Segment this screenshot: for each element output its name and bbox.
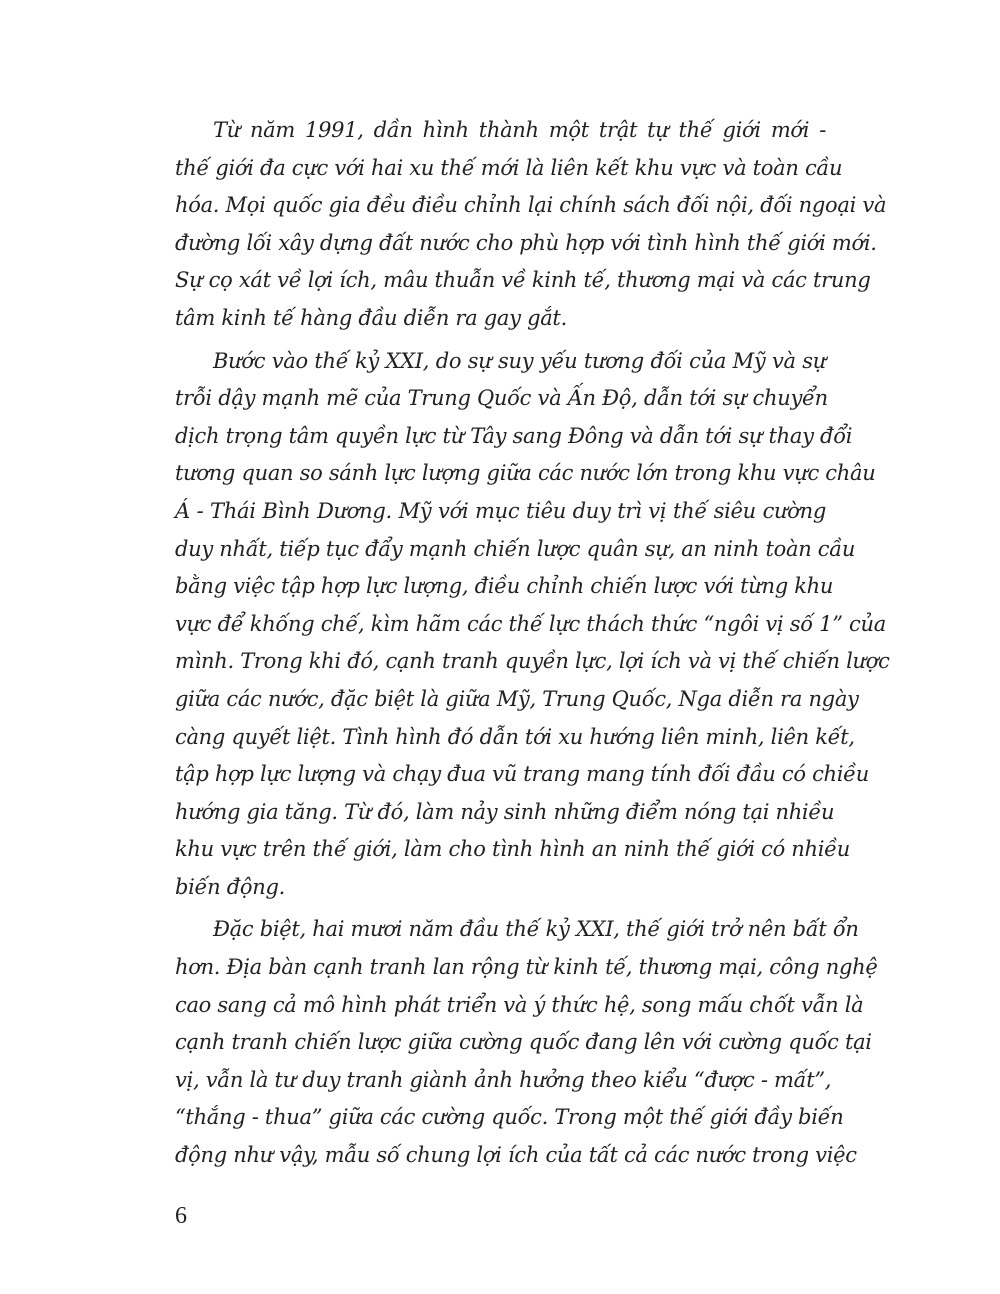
text-line: dịch trọng tâm quyền lực từ Tây sang Đông và dẫn tới sự thay đổi <box>175 423 853 448</box>
text-line: tương quan so sánh lực lượng giữa các nước lớn trong khu vực châu <box>175 461 876 486</box>
text-line: khu vực trên thế giới, làm cho tình hình an ninh thế giới có nhiều <box>175 837 851 862</box>
text-line: vực để khống chế, kìm hãm các thế lực thách thức “ngôi vị số 1” của <box>175 611 886 636</box>
text-line: tập hợp lực lượng và chạy đua vũ trang mang tính đối đầu có chiều <box>175 762 870 787</box>
text-line: bằng việc tập hợp lực lượng, điều chỉnh chiến lược với từng khu <box>175 574 834 599</box>
text-line: Sự cọ xát về lợi ích, mâu thuẫn về kinh tế, thương mại và các trung <box>175 268 871 293</box>
paragraph <box>175 343 890 907</box>
text-line: càng quyết liệt. Tình hình đó dẫn tới xu hướng liên minh, liên kết, <box>175 724 855 749</box>
text-line: hóa. Mọi quốc gia đều điều chỉnh lại chính sách đối nội, đối ngoại và <box>175 193 887 218</box>
page-number: 6 <box>175 1203 187 1229</box>
text-line: hơn. Địa bàn cạnh tranh lan rộng từ kinh tế, thương mại, công nghệ <box>175 955 878 980</box>
text-line: thế giới đa cực với hai xu thế mới là liên kết khu vực và toàn cầu <box>175 155 843 180</box>
text-line: vị, vẫn là tư duy tranh giành ảnh hưởng theo kiểu “được - mất”, <box>175 1067 832 1092</box>
text-line: giữa các nước, đặc biệt là giữa Mỹ, Trung Quốc, Nga diễn ra ngày <box>175 686 859 711</box>
text-line: đường lối xây dựng đất nước cho phù hợp với tình hình thế giới mới. <box>175 230 877 255</box>
text-line: Đặc biệt, hai mươi năm đầu thế kỷ XXI, thế giới trở nên bất ổn <box>213 917 859 942</box>
text-line: động như vậy, mẫu số chung lợi ích của tất cả các nước trong việc <box>175 1143 857 1168</box>
text-line: trỗi dậy mạnh mẽ của Trung Quốc và Ấn Độ, dẫn tới sự chuyển <box>175 386 828 411</box>
paragraph <box>175 911 878 1174</box>
text-line: tâm kinh tế hàng đầu diễn ra gay gắt. <box>175 305 567 330</box>
text-line: duy nhất, tiếp tục đẩy mạnh chiến lược quân sự, an ninh toàn cầu <box>175 536 856 561</box>
page-body <box>175 112 890 1180</box>
text-line: cạnh tranh chiến lược giữa cường quốc đang lên với cường quốc tại <box>175 1030 872 1055</box>
text-line: “thắng - thua” giữa các cường quốc. Trong một thế giới đầy biến <box>175 1105 844 1130</box>
text-line: hướng gia tăng. Từ đó, làm nảy sinh những điểm nóng tại nhiều <box>175 799 835 824</box>
text-line: cao sang cả mô hình phát triển và ý thức hệ, song mấu chốt vẫn là <box>175 992 864 1017</box>
text-line: Á - Thái Bình Dương. Mỹ với mục tiêu duy trì vị thế siêu cường <box>175 498 826 523</box>
text-line: Bước vào thế kỷ XXI, do sự suy yếu tương đối của Mỹ và sự <box>213 348 826 373</box>
text-line: biến động. <box>175 874 286 899</box>
text-line: mình. Trong khi đó, cạnh tranh quyền lực, lợi ích và vị thế chiến lược <box>175 649 890 674</box>
paragraph <box>175 112 887 338</box>
text-line: Từ năm 1991, dần hình thành một trật tự thế giới mới - <box>213 118 826 142</box>
